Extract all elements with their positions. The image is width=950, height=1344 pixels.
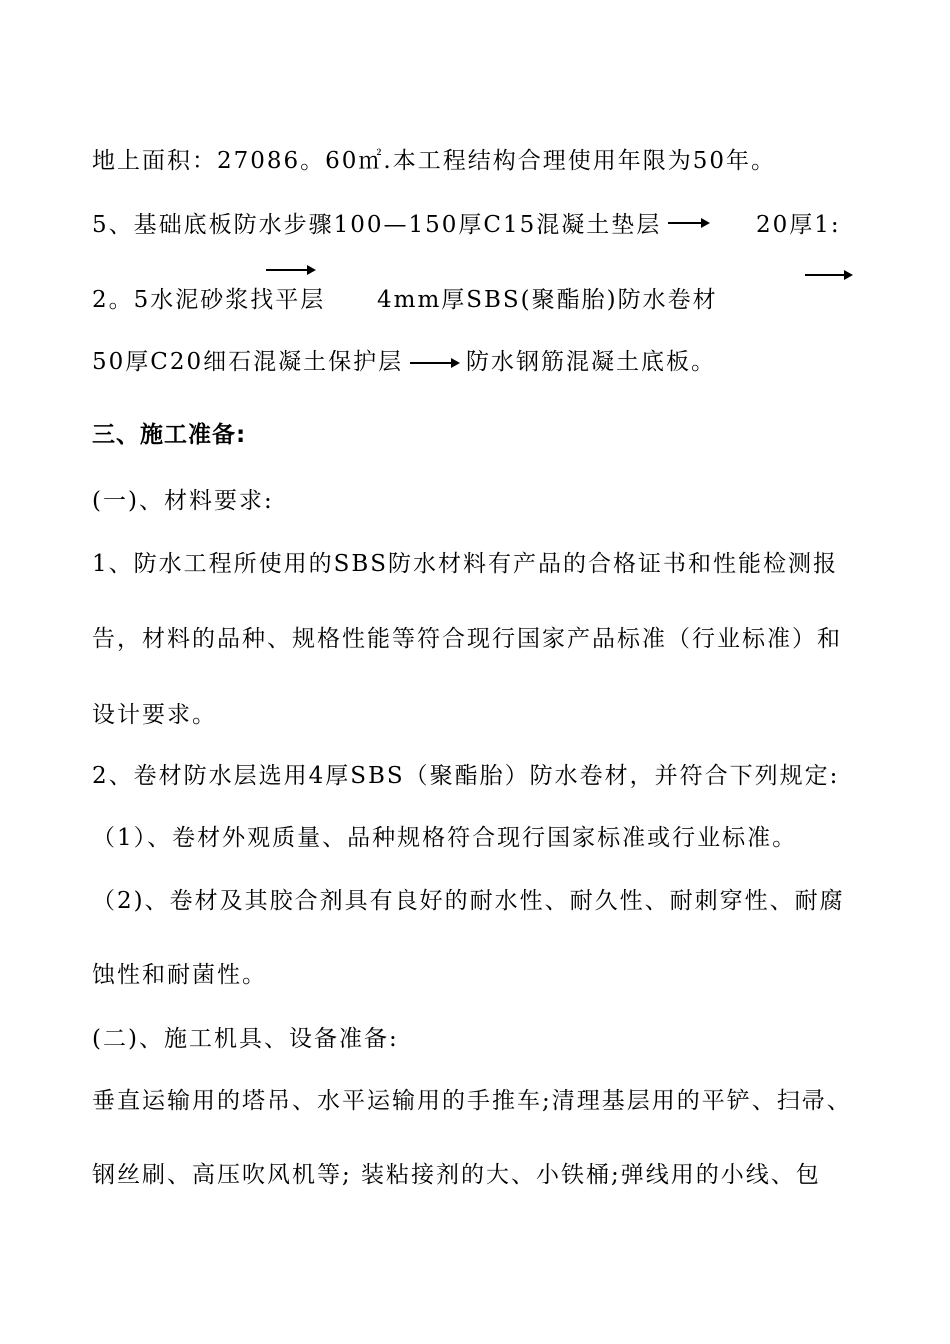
paragraph-line: （2)、卷材及其胶合剂具有良好的耐水性、耐久性、耐刺穿性、耐腐 [92,888,845,914]
paragraph-line: 告，材料的品种、规格性能等符合现行国家产品标准（行业标准）和 [92,626,842,652]
arrow-right-icon [266,269,314,271]
subsection-materials: (一)、材料要求: [92,488,274,514]
step-line-1-tail: 20厚1: [756,212,841,238]
paragraph-line: 钢丝刷、高压吹风机等; 装粘接剂的大、小铁桶;弹线用的小线、包 [92,1162,821,1188]
arrow-right-icon [805,274,851,276]
step-line-3-tail: 防水钢筋混凝土底板。 [466,349,716,375]
step-line-2: 2。5水泥砂浆找平层 [92,287,326,313]
paragraph-line: 垂直运输用的塔吊、水平运输用的手推车;清理基层用的平铲、扫帚、 [92,1088,852,1114]
subsection-equipment: (二)、施工机具、设备准备: [92,1026,399,1052]
step-line-3: 50厚C20细石混凝土保护层 [92,349,404,375]
paragraph-line: 设计要求。 [92,702,217,728]
paragraph-line: 1、防水工程所使用的SBS防水材料有产品的合格证书和性能检测报 [92,551,839,577]
paragraph-line: （1）、卷材外观质量、品种规格符合现行国家标准或行业标准。 [92,825,798,851]
step-line-2-tail: 4mm厚SBS(聚酯胎)防水卷材 [377,287,718,313]
arrow-right-icon [410,362,458,364]
section-heading: 三、施工准备: [92,422,247,448]
area-line: 地上面积：27086。60㎡.本工程结构合理使用年限为50年。 [92,148,777,174]
arrow-right-icon [668,222,708,224]
paragraph-line: 2、卷材防水层选用4厚SBS（聚酯胎）防水卷材，并符合下列规定: [92,763,840,789]
paragraph-line: 蚀性和耐菌性。 [92,962,267,988]
step-line-1: 5、基础底板防水步骤100—150厚C15混凝土垫层 [92,212,662,238]
